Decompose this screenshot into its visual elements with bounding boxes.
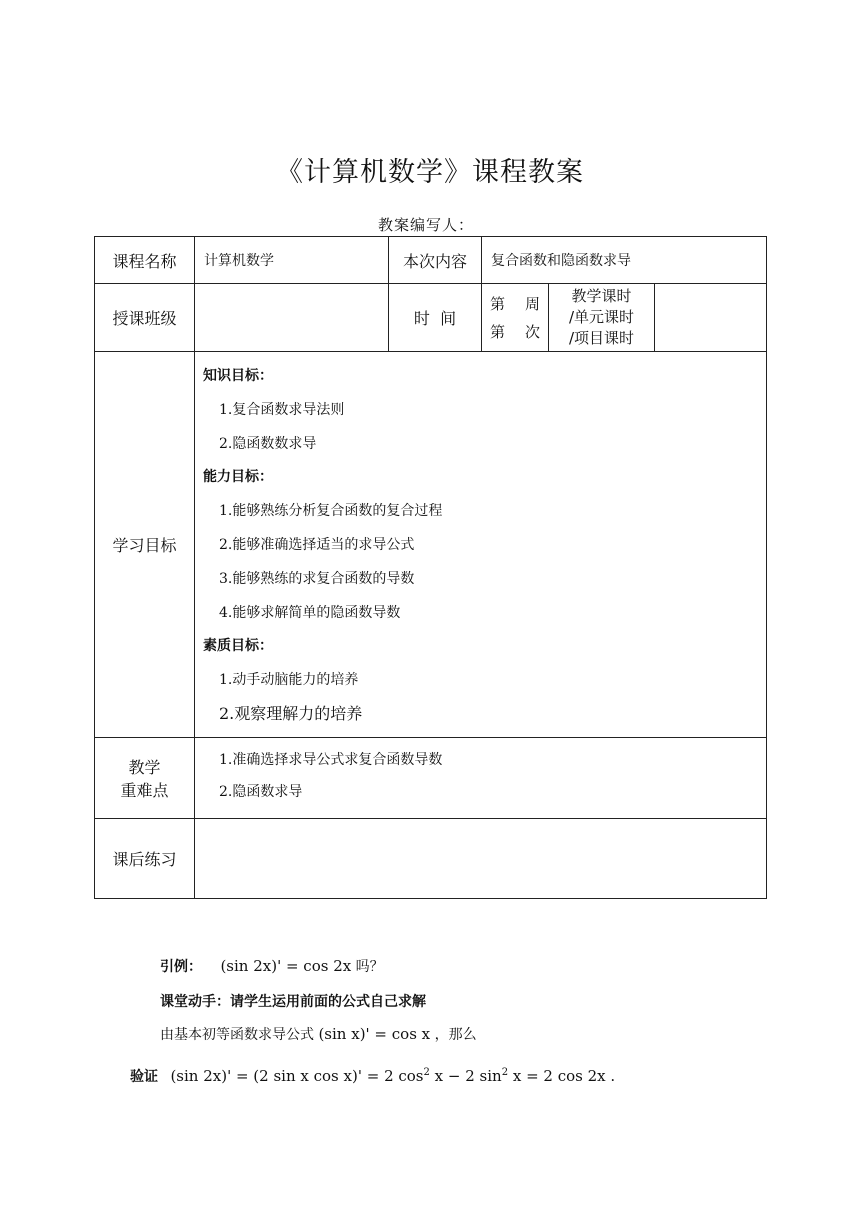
verify-superscript: 2: [501, 1067, 509, 1078]
class-label: 授课班级: [95, 284, 195, 352]
session-di: 第: [490, 322, 506, 341]
class-value: [195, 284, 389, 352]
list-item: 2.观察理解力的培养: [219, 704, 363, 723]
week-session-cell: [482, 284, 549, 352]
list-item: 1.动手动脑能力的培养: [219, 672, 359, 688]
time-label-text: 时 间: [413, 309, 457, 328]
course-name-value: 计算机数学: [195, 237, 389, 284]
goals-cell: [195, 352, 767, 738]
difficulty-label: [95, 738, 195, 819]
goals-label: 学习目标: [95, 352, 195, 738]
lesson-plan-table: [94, 236, 767, 899]
ability-heading: 能力目标：: [203, 469, 273, 485]
table-row: [95, 237, 767, 284]
example-line: [160, 956, 384, 976]
difficulty-label-line: 教学: [128, 758, 161, 777]
verify-label: 验证: [130, 1069, 158, 1085]
session-ci: 次: [524, 322, 540, 341]
author-label: 教案编写人：: [378, 216, 475, 234]
verify-superscript: 2: [423, 1067, 430, 1078]
homework-value: [195, 819, 767, 899]
list-item: 2.能够准确选择适当的求导公式: [219, 537, 415, 553]
basic-formula: (sin x)' = cos x: [318, 1025, 431, 1043]
time-label: [389, 284, 482, 352]
hours-value: [655, 284, 767, 352]
verify-line: [130, 1066, 615, 1086]
example-label: 引例：: [160, 959, 202, 975]
hours-line: 教学课时: [571, 287, 632, 305]
example-suffix: 吗？: [355, 959, 384, 975]
week-zhou: 周: [524, 294, 540, 313]
hours-label: [549, 284, 655, 352]
list-item: 1.复合函数求导法则: [219, 402, 345, 418]
list-item: 4.能够求解简单的隐函数导数: [219, 605, 401, 621]
table-row: [95, 819, 767, 899]
basic-line: [160, 1024, 477, 1044]
basic-suffix: ，那么: [434, 1027, 477, 1043]
verify-formula-part: x − 2 sin: [429, 1067, 502, 1085]
content-label: 本次内容: [389, 237, 482, 284]
verify-formula-part: x = 2 cos 2x .: [508, 1067, 616, 1085]
verify-formula-part: (sin 2x)' = (2 sin x cos x)' = 2 cos: [170, 1067, 424, 1085]
table-row: [95, 352, 767, 738]
list-item: 2.隐函数求导: [219, 784, 303, 800]
hours-line: /项目课时: [568, 329, 635, 347]
table-row: [95, 738, 767, 819]
course-name-label: 课程名称: [95, 237, 195, 284]
list-item: 1.能够熟练分析复合函数的复合过程: [219, 503, 443, 519]
difficulty-cell: [195, 738, 767, 819]
hours-line: /单元课时: [568, 308, 635, 326]
knowledge-heading: 知识目标：: [203, 368, 273, 384]
list-item: 2.隐函数数求导: [219, 436, 317, 452]
difficulty-label-line: 重难点: [120, 781, 169, 800]
basic-prefix: 由基本初等函数求导公式: [160, 1027, 314, 1043]
example-formula: (sin 2x)' = cos 2x: [220, 957, 352, 975]
content-value: 复合函数和隐函数求导: [482, 237, 767, 284]
table-row: [95, 284, 767, 352]
document-title: 《计算机数学》课程教案: [276, 157, 584, 188]
quality-heading: 素质目标：: [203, 638, 273, 654]
week-di: 第: [490, 294, 506, 313]
list-item: 3.能够熟练的求复合函数的导数: [219, 571, 415, 587]
verify-formula: [170, 1067, 615, 1085]
list-item: 1.准确选择求导公式求复合函数导数: [219, 752, 443, 768]
homework-label: 课后练习: [95, 819, 195, 899]
hands-on-line: 课堂动手：请学生运用前面的公式自己求解: [160, 994, 426, 1010]
